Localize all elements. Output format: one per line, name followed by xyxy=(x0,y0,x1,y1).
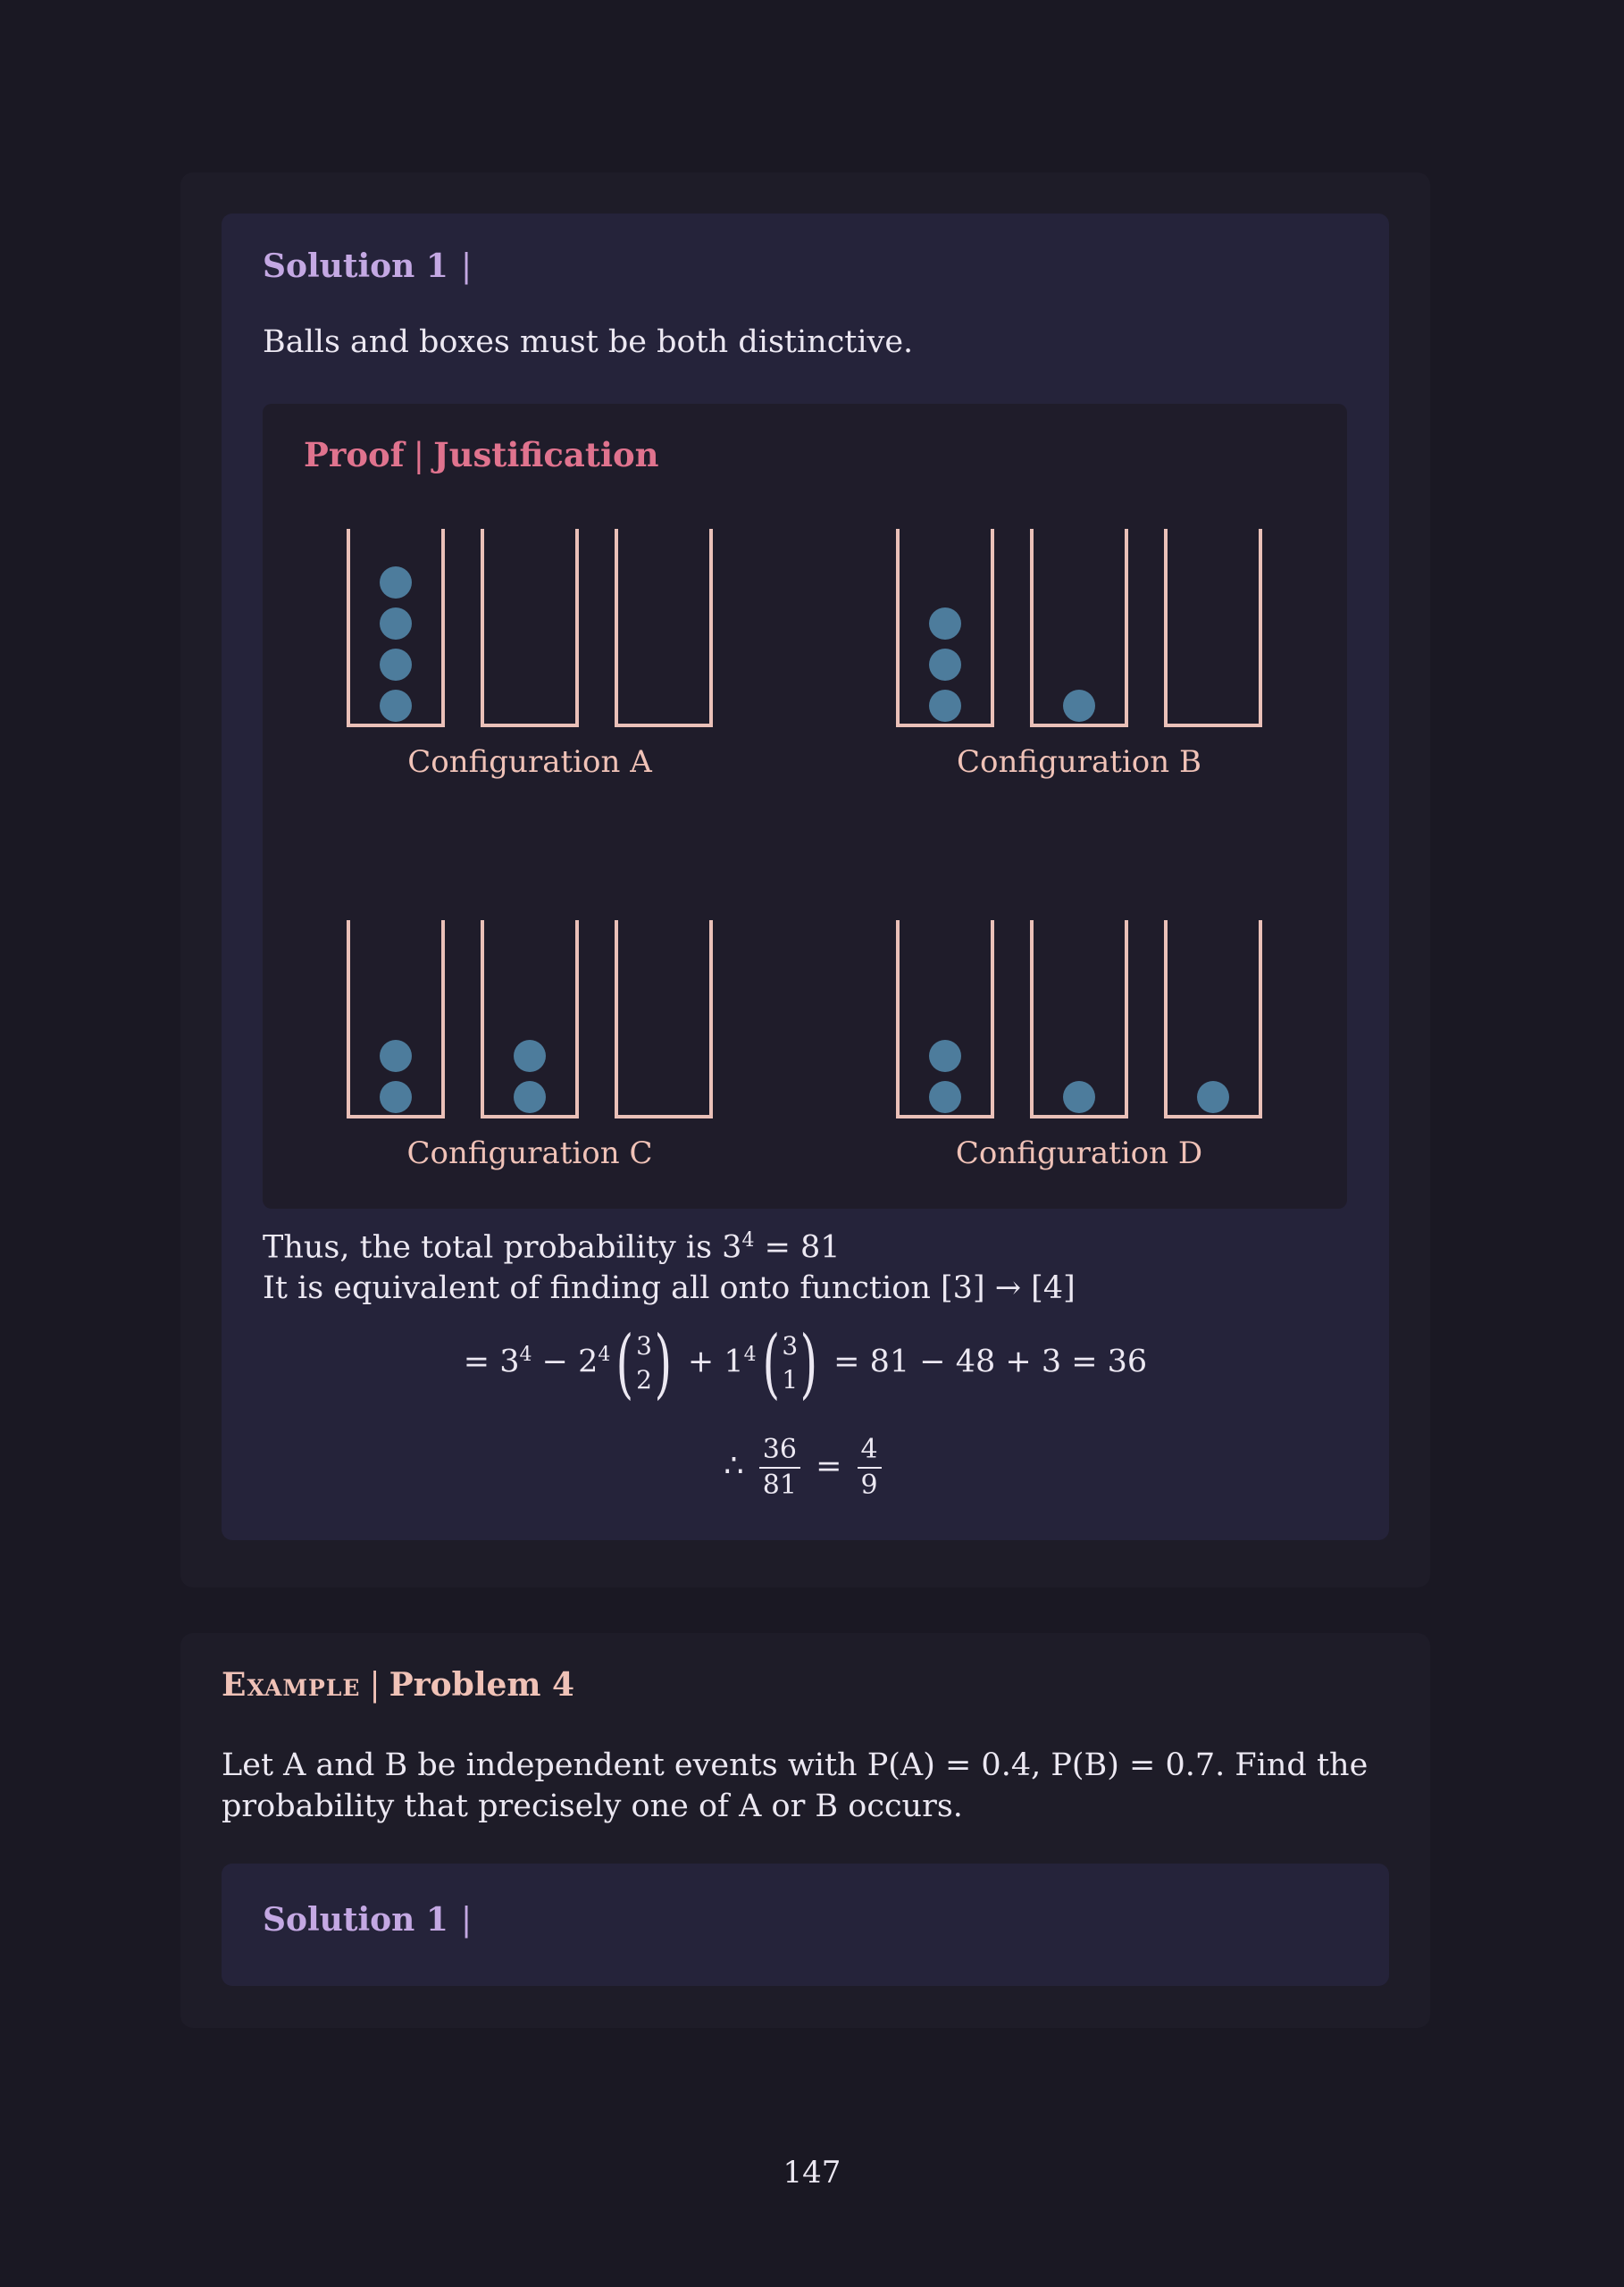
binom2-bottom: 1 xyxy=(782,1365,799,1395)
configurations-diagram xyxy=(263,404,1347,1209)
solution-title xyxy=(263,247,472,285)
problem-statement: Let A and B be independent events with P(A) = 0.4, P(B) = 0.7. Find the probability that precisely one of A or B occurs. xyxy=(222,1747,1369,1824)
ball xyxy=(1063,1081,1095,1113)
configuration-label: Configuration B xyxy=(957,744,1201,780)
configuration-b xyxy=(898,529,1260,780)
solution-label-2: Solution 1 xyxy=(263,1901,448,1939)
proof-separator: | xyxy=(413,436,425,474)
proof-label: Proof xyxy=(304,435,405,474)
page-number: 147 xyxy=(783,2155,841,2191)
ball xyxy=(380,566,412,599)
equivalent-line: It is equivalent of finding all onto function [3] → [4] xyxy=(263,1270,1076,1306)
configuration-label: Configuration C xyxy=(406,1135,653,1171)
box xyxy=(616,920,711,1117)
frac1-numerator: 36 xyxy=(759,1433,800,1469)
configuration-a xyxy=(348,529,711,780)
total-exponent: 4 xyxy=(741,1229,755,1252)
configuration-c xyxy=(348,920,711,1171)
ball xyxy=(929,607,961,640)
total-prefix: Thus, the total probability is 3 xyxy=(263,1229,742,1266)
configuration-label: Configuration A xyxy=(407,744,652,780)
ball xyxy=(380,1040,412,1072)
ball xyxy=(514,1081,546,1113)
frac2-denominator: 9 xyxy=(860,1470,878,1501)
ball xyxy=(929,690,961,722)
eq-part-2: − 2 xyxy=(532,1344,599,1380)
configuration-d xyxy=(898,920,1260,1171)
box xyxy=(482,529,577,725)
frac2-numerator: 4 xyxy=(858,1433,882,1469)
therefore-symbol: ∴ xyxy=(724,1448,754,1485)
eq-part-1: = 3 xyxy=(463,1344,520,1380)
binom1-top: 3 xyxy=(636,1331,652,1361)
ball xyxy=(514,1040,546,1072)
eq-part-3: + 1 xyxy=(677,1344,744,1380)
solution-title-2 xyxy=(263,1901,472,1939)
binomial-3-1: ( 3 1 ) xyxy=(762,1319,818,1407)
fraction-4-9 xyxy=(858,1433,882,1503)
eq-exp-2: 4 xyxy=(598,1343,611,1366)
solution-label: Solution 1 xyxy=(263,247,448,285)
inclusion-exclusion-equation xyxy=(222,1319,1389,1407)
example-section xyxy=(180,1633,1430,2028)
total-probability-line xyxy=(263,1229,841,1266)
binom2-top: 3 xyxy=(782,1331,799,1361)
ball xyxy=(929,1040,961,1072)
ball xyxy=(1197,1081,1229,1113)
eq-exp-1: 4 xyxy=(519,1343,532,1366)
ball xyxy=(380,649,412,681)
ball xyxy=(380,690,412,722)
ball xyxy=(929,1081,961,1113)
eq-exp-3: 4 xyxy=(743,1343,757,1366)
title-separator: | xyxy=(460,248,473,285)
final-ratio-equation xyxy=(222,1433,1389,1503)
ball xyxy=(929,649,961,681)
ball xyxy=(1063,690,1095,722)
title-separator-2: | xyxy=(460,1902,473,1939)
binomial-3-2: ( 3 2 ) xyxy=(615,1319,673,1407)
eq-part-4: = 81 − 48 + 3 = 36 xyxy=(824,1344,1148,1380)
solution-card-2 xyxy=(222,1864,1389,1986)
fraction-36-81 xyxy=(759,1433,800,1503)
problem-title: Problem 4 xyxy=(389,1666,575,1704)
example-title xyxy=(222,1666,574,1704)
total-suffix: = 81 xyxy=(754,1229,841,1266)
proof-card xyxy=(263,404,1347,1209)
configuration-label: Configuration D xyxy=(955,1135,1203,1171)
example-label: Example xyxy=(222,1666,361,1704)
box xyxy=(1166,529,1260,725)
solution-section xyxy=(180,172,1430,1587)
binom1-bottom: 2 xyxy=(636,1365,652,1395)
proof-subtitle: Justification xyxy=(433,435,659,474)
equals-sign: = xyxy=(805,1448,852,1485)
solution-intro: Balls and boxes must be both distinctive. xyxy=(263,324,914,360)
box xyxy=(616,529,711,725)
frac1-denominator: 81 xyxy=(762,1470,797,1501)
solution-card xyxy=(222,214,1389,1540)
ball xyxy=(380,607,412,640)
example-separator: | xyxy=(369,1667,381,1704)
ball xyxy=(380,1081,412,1113)
